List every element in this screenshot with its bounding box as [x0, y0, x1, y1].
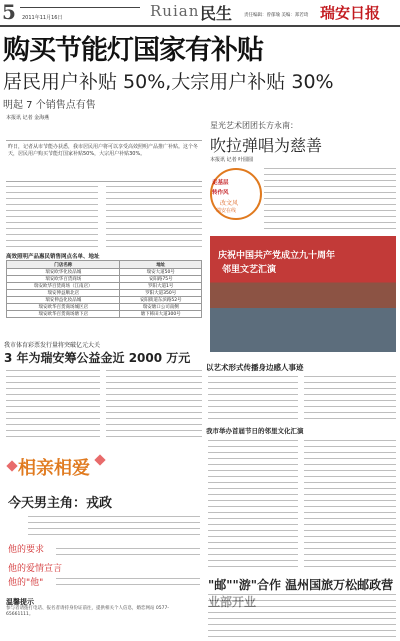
store-table — [6, 260, 202, 318]
lottery-headline: 3 年为瑞安筹公益金近 2000 万元 — [4, 351, 191, 365]
declaration-label: 他的爱情宣言 — [8, 564, 63, 574]
art-headline: 吹拉弹唱为慈善 — [210, 136, 323, 155]
notice-title: 温馨提示 — [6, 598, 34, 606]
requirements-text — [56, 546, 200, 558]
table-cell: 瑞安欧华百货商场塘下店 — [7, 311, 120, 318]
table-header: 地址 — [120, 261, 202, 269]
main-headline: 购买节能灯国家有补贴 — [3, 35, 263, 66]
table-title: 高效照明产品惠民销售网点名单、地址 — [6, 254, 100, 260]
table-row — [7, 304, 202, 311]
partner-label: 他的"他" — [8, 578, 44, 588]
postal-column — [208, 592, 396, 638]
badge-text-1: 走基层 — [212, 180, 229, 186]
lead-text: 昨日，记者从市节能办获悉，我市居民用户将可以享受高效照明产品推广补贴。这个冬天，居民用户购买节能灯国家补贴50%，大宗用户补贴30%。 — [8, 144, 199, 157]
table-cell: 安阳路75号 — [120, 276, 202, 283]
requirements-label: 他的要求 — [8, 545, 45, 555]
festival-column-2 — [304, 438, 396, 568]
badge-text-4: 瑞安在线 — [216, 208, 237, 214]
section-pinyin: Ruian — [150, 2, 200, 20]
table-row — [7, 297, 202, 304]
table-header: 门店名称 — [7, 261, 120, 269]
matchmaking-title: 相亲相爱 — [18, 458, 90, 479]
art-subhead: 以艺术形式传播身边感人事迹 — [206, 363, 304, 372]
badge-text-2: 转作风 — [212, 190, 229, 196]
table-cell: 瑞安塘口公司南侧 — [120, 304, 202, 311]
lottery-column-1 — [6, 368, 100, 440]
partner-text — [56, 576, 200, 590]
table-cell: 瑞安欧华百货商场（江南店） — [7, 283, 120, 290]
body-column-2 — [106, 184, 202, 248]
table-row — [7, 269, 202, 276]
masthead-rule — [0, 25, 400, 27]
table-cell: 瑞安大道50号 — [120, 269, 202, 276]
table-cell: 瑞安伸益化妆品城 — [7, 297, 120, 304]
art-byline: 本报讯 记者 叶圆圆 — [210, 157, 254, 163]
table-row — [7, 311, 202, 318]
badge-text-3: 改文风 — [220, 200, 239, 207]
profile-text — [28, 514, 200, 538]
table-cell: 瑞安欧华化妆品城 — [7, 269, 120, 276]
masthead — [0, 0, 400, 26]
paper-logo: 瑞安日报 — [320, 4, 381, 22]
issue-date: 2011年11月16日 — [22, 15, 63, 21]
festival-column-1 — [208, 438, 298, 568]
table-cell: 塘下韩田大道300号 — [120, 311, 202, 318]
table-row — [7, 290, 202, 297]
body-column-1 — [6, 184, 98, 248]
matchmaking-headline: 今天男主角：戎政 — [8, 496, 113, 511]
table-cell: 瑞安欧华百货商场 — [7, 276, 120, 283]
art-column-2 — [208, 374, 298, 422]
lottery-subhead: 我市体育彩票发行量将突破亿元大关 — [4, 342, 101, 349]
editors-line: 责任编辑：曾郁瑜 美编：郑若琦 — [244, 13, 309, 18]
lottery-column-2 — [106, 368, 202, 440]
section-title: 民生 — [200, 4, 233, 23]
table-cell: 瑞安伸益顺北店 — [7, 290, 120, 297]
art-column — [264, 166, 396, 230]
festival-subhead: 我市举办首届节日的邻里文化汇演 — [206, 427, 304, 435]
table-row — [7, 283, 202, 290]
photo-banner-2: 邻里文艺汇演 — [222, 265, 277, 275]
art-kicker: 星光艺术团团长方永南： — [210, 121, 298, 130]
masthead-line — [20, 7, 140, 8]
photo-banner-1: 庆祝中国共产党成立九十周年 — [218, 251, 336, 261]
table-row — [7, 276, 202, 283]
main-byline: 本报讯 记者 金海燕 — [6, 115, 50, 121]
table-cell: 罗阳大道350号 — [120, 290, 202, 297]
table-cell: 罗阳大道1号 — [120, 283, 202, 290]
art-column-3 — [304, 374, 396, 422]
table-cell: 安阳街道东滨路52号 — [120, 297, 202, 304]
postal-headline: "邮""游"合作 温州国旅万松邮政营 — [208, 578, 394, 592]
main-kicker: 明起 7 个销售点有售 — [3, 100, 96, 111]
notice-text: 参与者请拨打电话、报名者请持身份证前往，提供相关个人信息，婚恋网站 0577-65661111。 — [6, 606, 170, 617]
table-cell: 瑞安欧华百货商场城区店 — [7, 304, 120, 311]
page-number: 5 — [2, 0, 16, 24]
table-header-row — [7, 261, 202, 269]
main-subhead: 居民用户补贴 50%,大宗用户补贴 30% — [3, 71, 334, 93]
